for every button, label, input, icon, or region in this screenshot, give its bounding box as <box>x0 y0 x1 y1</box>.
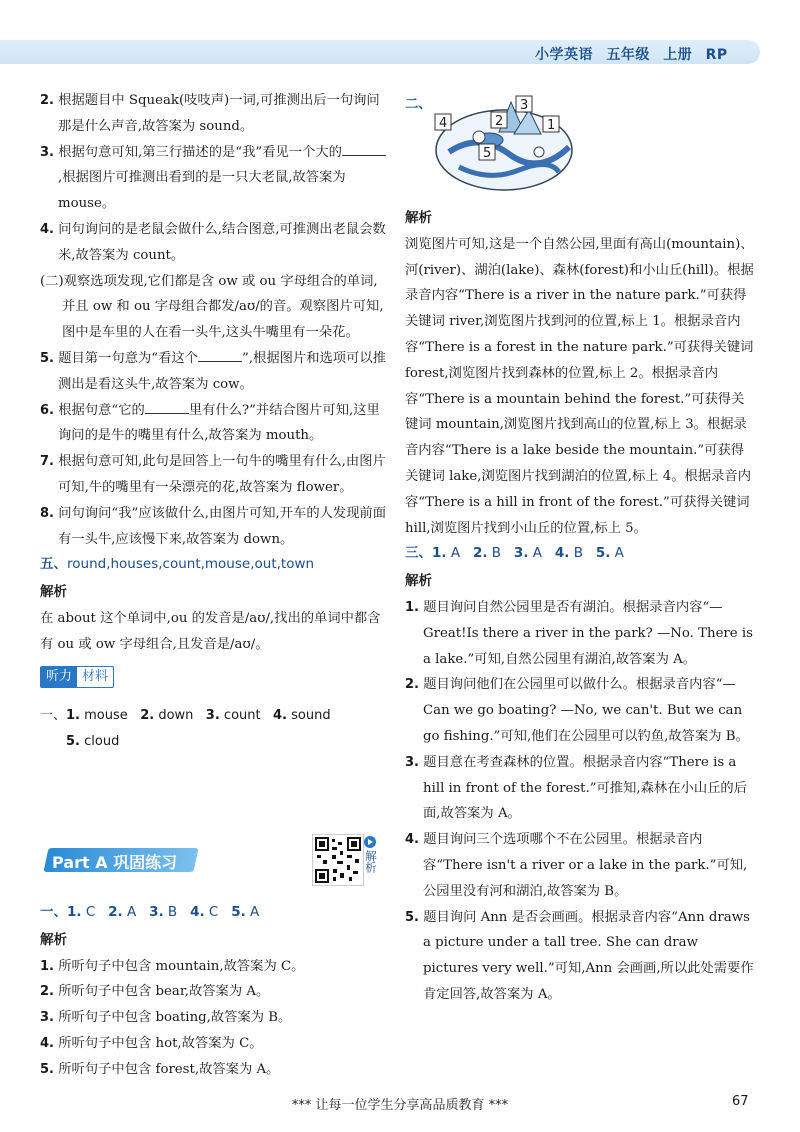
part2-intro: (二)观察选项发现,它们都是含 ow 或 ou 字母组合的单词,并且 ow 和 ou 字母组合都发/aʊ/的音。观察图片可知,图中是车里的人在看一头牛,这头牛嘴里有一朵花。 <box>40 273 384 341</box>
map-label: 2 <box>495 114 504 129</box>
nature-park-map <box>429 92 579 197</box>
list-item: 3. 根据句意可知,第三行描述的是“我”看见一个大的,根据图片可推测出看到的是一只大老鼠,故答案为 mouse。 <box>40 140 390 217</box>
header-text <box>535 44 736 64</box>
list-item: 4. 所听句子中包含 hot,故答案为 C。 <box>40 1035 263 1051</box>
left-column <box>40 88 390 755</box>
section2-label: 二、 <box>405 97 432 112</box>
list-item: 5. 所听句子中包含 forest,故答案为 A。 <box>40 1061 280 1077</box>
header-grade: 五年级 <box>606 47 650 63</box>
map-label: 4 <box>439 116 448 131</box>
listening-answers: 一、1. mouse 2. down 3. count 4. sound 5. cloud <box>40 708 331 750</box>
list-item: 4. 题目询问三个选项哪个不在公园里。根据录音内容“There isn't a river or a lake in the park.”可知,公园里没有河和湖泊,故答案为 B。 <box>405 832 748 899</box>
analysis-heading: 解析 <box>40 584 67 601</box>
play-icon[interactable] <box>364 836 376 848</box>
right-column <box>405 92 755 1008</box>
qr-code-icon[interactable] <box>312 834 364 886</box>
list-item: 2. 题目询问他们在公园里可以做什么。根据录音内容“—Can we go boating? —No, we can't. But we can go fishing.”可知,他们在公园里可以钓鱼,故答案为 B。 <box>405 677 749 744</box>
section2-header <box>405 92 755 204</box>
map-label: 1 <box>547 118 556 133</box>
header-subject: 小学英语 <box>535 47 593 63</box>
list-item: 6. 根据句意“它的 里有什么?”并结合图片可知,这里询问的是牛的嘴里有什么,故答案为 mouth。 <box>40 398 390 450</box>
map-label: 5 <box>483 146 492 161</box>
header-edition: RP <box>705 47 728 63</box>
list-item: 2. 所听句子中包含 bear,故答案为 A。 <box>40 984 270 1000</box>
list-item: 8. 问句询问“我”应该做什么,由图片可知,开车的人发现前面有一头牛,应该慢下来,故答案为 down。 <box>40 505 387 547</box>
qr-side-label: 解析 <box>364 836 380 876</box>
analysis-heading: 解析 <box>405 573 432 590</box>
list-item: 4. 问句询问的是老鼠会做什么,结合图意,可推测出老鼠会数米,故答案为 count。 <box>40 221 386 263</box>
list-item: 3. 所听句子中包含 boating,故答案为 B。 <box>40 1010 292 1026</box>
listening-material-tag: 听力 材料 <box>40 666 114 688</box>
analysis-heading: 解析 <box>40 931 67 948</box>
answer-blank <box>145 400 189 414</box>
analysis-heading: 解析 <box>405 210 432 226</box>
list-item: 3. 题目意在考查森林的位置。根据录音内容“There is a hill in front of the forest.”可推知,森林在小山丘的后面,故答案为 A。 <box>405 754 748 822</box>
header-volume: 上册 <box>663 47 693 63</box>
page-number: 67 <box>732 1094 749 1109</box>
list-item: 5. 题目第一句意为“看这个 ”,根据图片和选项可以推测出是看这头牛,故答案为 cow。 <box>40 346 390 398</box>
footer-slogan: *** 让每一位学生分享高品质教育 *** <box>291 1098 509 1113</box>
list-item: 7. 根据句意可知,此句是回答上一句牛的嘴里有什么,由图片可知,牛的嘴里有一朵漂亮的花,故答案为 flower。 <box>40 454 386 495</box>
section5-explanation: 在 about 这个单词中,ou 的发音是/aʊ/,找出的单词中都含有 ou 或 ow 字母组合,且发音是/aʊ/。 <box>40 610 381 652</box>
answer-blank <box>198 348 242 362</box>
map-label: 3 <box>520 98 529 113</box>
section5-answers: 五、round,houses,count,mouse,out,town <box>40 556 315 573</box>
section2-explanation: 浏览图片可知,这是一个自然公园,里面有高山(mountain)、河(river)、湖泊(lake)、森林(forest)和小山丘(hill)。根据录音内容“There is a river in the nature park.”可获得关键词 river,浏览图片找到河的位置,标上 1。根据录音内容“There is a forest in the nature park.”可获得关键词 forest,浏览图片找到森林的位置,标上 2。根据录音内容“There is a mountain behind the forest.”可获得关键词 mountain,浏览图片找到高山的位置,标上 3。根据录音内容“There is a lake beside the mountain.”可获得关键词 lake,浏览图片找到湖泊的位置,标上 4。根据录音内容“There is a hill in front of the forest.”可获得关键词 hill,浏览图片找到小山丘的位置,标上 5。 <box>405 236 754 536</box>
answer-blank <box>342 142 386 156</box>
part-a-answer-line: 一、1. C 2. A 3. B 4. C 5. A <box>40 904 260 920</box>
list-item: 1. 题目询问自然公园里是否有湖泊。根据录音内容“—Great!Is there a river in the park? —No. There is a lake.”可知,自然公园里有湖泊,故答案为 A。 <box>405 599 753 667</box>
part-a-answers <box>40 900 390 1083</box>
part-a-title: Part A 巩固练习 <box>52 853 178 872</box>
list-item: 5. 题目询问 Ann 是否会画画。根据录音内容“Ann draws a picture under a tall tree. She can draw pictures very well.”可知,Ann 会画画,所以此处需要作肯定回答,故答案为 A。 <box>405 909 754 1002</box>
list-item: 2. 根据题目中 Squeak(吱吱声)一词,可推测出后一句询问那是什么声音,故答案为 sound。 <box>40 93 380 134</box>
section3-answers: 三、1. A 2. B 3. A 4. B 5. A <box>405 545 624 562</box>
list-item: 1. 所听句子中包含 mountain,故答案为 C。 <box>40 958 305 974</box>
